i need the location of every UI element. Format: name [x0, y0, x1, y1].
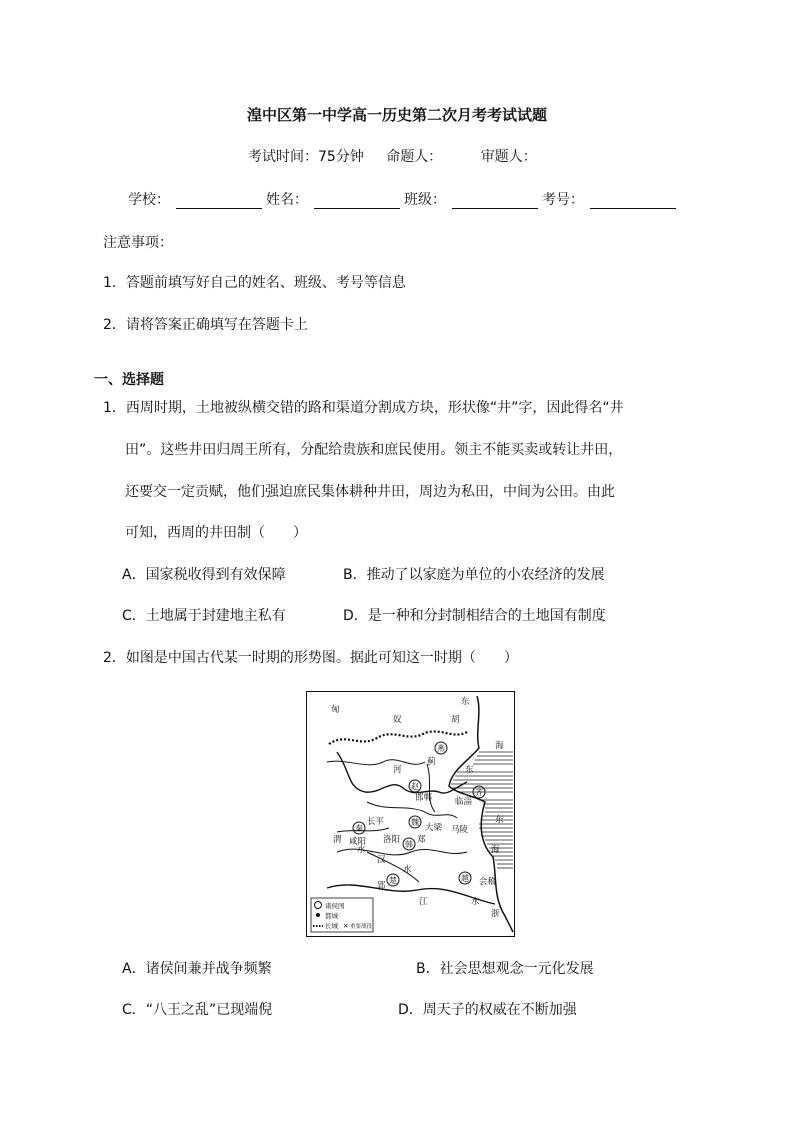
coastline — [449, 696, 513, 932]
legend-battle: 重要战役 — [350, 924, 373, 930]
map-label-sea-2: 东 — [465, 765, 474, 775]
q2-option-a[interactable]: A．诸侯间兼并战争频繁 — [122, 961, 272, 977]
wei-river — [337, 828, 389, 832]
exam-time: 考试时间：75分钟 — [248, 149, 364, 165]
map-label-river-jiang: 江 — [419, 897, 428, 907]
q2-stem: 2．如图是中国古代某一时期的形势图。据此可知这一时期（ ） — [103, 650, 518, 666]
map-state-chu: 楚 — [389, 876, 397, 885]
map-label-linzi: 临淄 — [455, 797, 473, 807]
school-blank[interactable] — [176, 196, 262, 209]
section-heading: 一、选择题 — [94, 372, 164, 388]
map-state-wei: 魏 — [411, 818, 419, 827]
map-label-handan: 邯郸 — [415, 793, 433, 803]
map-label-river-shui-2: 水 — [403, 865, 412, 875]
page-title: 湟中区第一中学高一历史第二次月考考试试题 — [246, 106, 547, 124]
map-label-xianyang: 咸阳 — [349, 837, 367, 847]
exam-no-blank[interactable] — [590, 196, 676, 209]
map-label-sea-3: 海 — [491, 845, 500, 855]
class-label: 班级： — [404, 192, 446, 208]
map-state-zhao: 赵 — [411, 782, 419, 791]
legend-capital: 都城 — [325, 912, 338, 920]
map-state-yan: 燕 — [437, 744, 445, 753]
map-state-qin: 秦 — [355, 824, 363, 833]
map-label-river-wei: 渭 — [333, 835, 342, 845]
map-label-zhe: 浙 — [491, 909, 500, 919]
student-info-row — [128, 189, 680, 209]
name-label: 姓名： — [266, 192, 308, 208]
map-label-xiongnu-2: 奴 — [393, 715, 402, 725]
q1-line-1: 1．西周时期，土地被纵横交错的路和渠道分割成方块，形状像“井”字，因此得名“井 — [103, 400, 624, 416]
q1-option-c[interactable]: C．土地属于封建地主私有 — [122, 608, 286, 624]
legend-state: 诸侯国 — [325, 902, 345, 910]
map-legend — [311, 898, 373, 932]
state-border-2 — [367, 802, 457, 818]
class-blank[interactable] — [452, 196, 538, 209]
map-label-dongtuo: 东 — [495, 815, 504, 825]
map-label-luoyang: 洛阳 — [383, 835, 401, 845]
state-border-4 — [427, 764, 435, 812]
map-label-river-he: 河 — [393, 765, 402, 775]
legend-wall: 长城 — [325, 922, 338, 930]
note-item-1: 1．答题前填写好自己的姓名、班级、考号等信息 — [103, 275, 406, 291]
question-reviewer: 审题人： — [480, 149, 537, 165]
name-blank[interactable] — [314, 196, 400, 209]
map-label-donghu-1: 东 — [461, 697, 470, 707]
map-label-maling: 马陵 — [451, 825, 469, 835]
q2-option-c[interactable]: C．“八王之乱”已现端倪 — [122, 1002, 273, 1018]
map-label-zheng: 郑 — [417, 835, 426, 845]
q1-option-b[interactable]: B．推动了以家庭为单位的小农经济的发展 — [343, 567, 605, 583]
warring-states-map — [306, 691, 515, 937]
map-label-xiongnu-1: 匈 — [331, 705, 340, 715]
exam-no-label: 考号： — [542, 192, 584, 208]
map-label-river-han: 汉 — [377, 855, 386, 865]
q2-option-d[interactable]: D．周天子的权威在不断加强 — [398, 1002, 577, 1018]
map-label-ji: 蓟 — [427, 757, 436, 767]
great-wall — [329, 731, 467, 744]
map-state-han: 韩 — [405, 840, 413, 849]
map-label-river-shui-1: 水 — [357, 845, 366, 855]
q1-line-3: 还要交一定贡赋，他们强迫庶民集体耕种井田，周边为私田，中间为公田。由此 — [125, 484, 615, 500]
note-item-2: 2．请将答案正确填写在答题卡上 — [103, 317, 308, 333]
map-label-sea-1: 海 — [495, 741, 504, 751]
question-setter: 命题人： — [386, 149, 443, 165]
map-label-changping: 长平 — [367, 817, 385, 827]
map-state-yue: 越 — [461, 874, 469, 883]
yellow-river — [337, 752, 467, 793]
legend-battle-symbol: ✕ — [343, 922, 349, 930]
map-label-daliang: 大梁 — [425, 823, 443, 833]
notes-heading: 注意事项： — [103, 235, 173, 251]
q1-line-2: 田”。这些井田归周王所有，分配给贵族和庶民使用。领主不能买卖或转让井田， — [125, 442, 623, 458]
map-state-qi: 齐 — [475, 788, 483, 797]
q2-option-b[interactable]: B．社会思想观念一元化发展 — [416, 961, 594, 977]
q1-line-4: 可知，西周的井田制（ ） — [125, 525, 307, 541]
map-label-kuaiji: 会稽 — [479, 877, 497, 887]
map-label-river-shui-3: 水 — [471, 897, 480, 907]
q1-option-a[interactable]: A．国家税收得到有效保障 — [122, 567, 286, 583]
legend-capital-symbol — [316, 913, 320, 917]
sea-hatch — [451, 752, 513, 868]
q1-option-d[interactable]: D．是一种和分封制相结合的土地国有制度 — [343, 608, 606, 624]
map-label-ying: 郢 — [377, 881, 386, 891]
exam-meta — [248, 146, 555, 166]
map-label-donghu-2: 胡 — [451, 715, 460, 725]
school-label: 学校： — [128, 192, 170, 208]
